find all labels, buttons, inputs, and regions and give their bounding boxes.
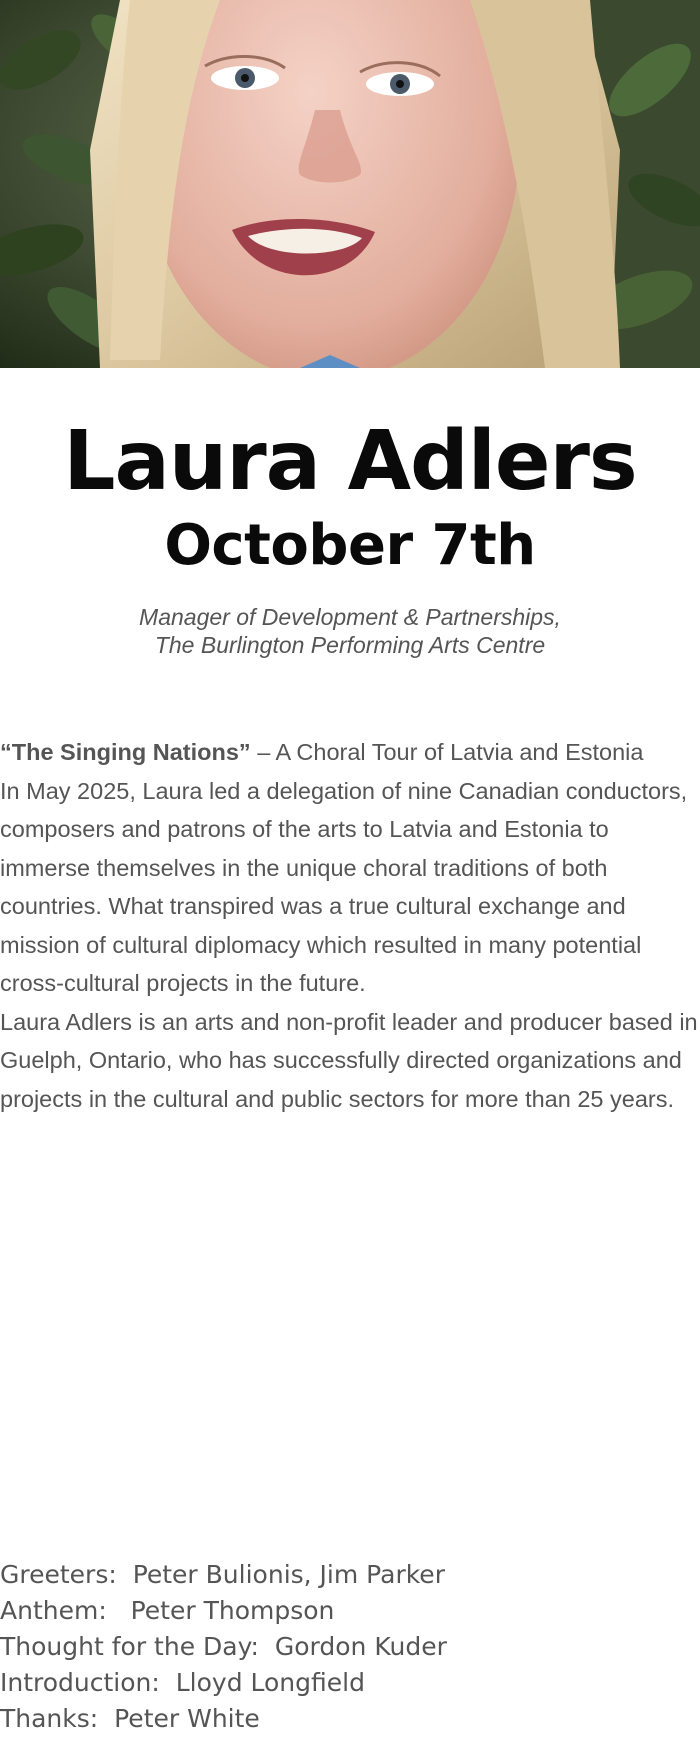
speaker-name: Laura Adlers — [63, 414, 637, 509]
program-role: Greeters: — [0, 1560, 117, 1589]
program-role: Anthem: — [0, 1596, 107, 1625]
program-people: Peter Thompson — [122, 1596, 335, 1625]
speaker-job-title — [0, 603, 700, 659]
talk-description — [0, 733, 700, 1118]
program-role: Thanks: — [0, 1704, 99, 1733]
organization-line: The Burlington Performing Arts Centre — [154, 632, 546, 658]
program-row-introduction — [0, 1665, 700, 1701]
event-date: October 7th — [164, 513, 536, 578]
meeting-program — [0, 1557, 700, 1737]
program-people: Peter Bulionis, Jim Parker — [132, 1560, 445, 1589]
program-row-greeters — [0, 1557, 700, 1593]
program-row-anthem — [0, 1593, 700, 1629]
job-title-line: Manager of Development & Partnerships, — [139, 604, 561, 630]
speaker-bio: Laura Adlers is an arts and non-profit leader and producer based in Guelph, Ontario, who has successfully directed organizations and projects in the cultural and public sectors for more than 25 years. — [0, 1008, 698, 1112]
talk-heading — [0, 733, 700, 772]
program-people: Peter White — [114, 1704, 260, 1733]
program-row-thanks — [0, 1701, 700, 1737]
program-role: Introduction: — [0, 1668, 160, 1697]
program-role: Thought for the Day: — [0, 1632, 259, 1661]
program-people: Gordon Kuder — [274, 1632, 447, 1661]
talk-subtitle: – A Choral Tour of Latvia and Estonia — [250, 739, 644, 765]
speaker-portrait-image — [0, 0, 700, 368]
program-row-thought — [0, 1629, 700, 1665]
speaker-photo — [0, 0, 700, 368]
program-people: Lloyd Longfield — [175, 1668, 365, 1697]
talk-paragraph: In May 2025, Laura led a delegation of nine Canadian conductors, composers and patrons of the arts to Latvia and Estonia to immerse themselves in the unique choral traditions of both countries. What transpired was a true cultural exchange and mission of cultural diplomacy which resulted in many potential cross-cultural projects in the future. — [0, 777, 688, 996]
talk-title: “The Singing Nations” — [0, 739, 251, 765]
